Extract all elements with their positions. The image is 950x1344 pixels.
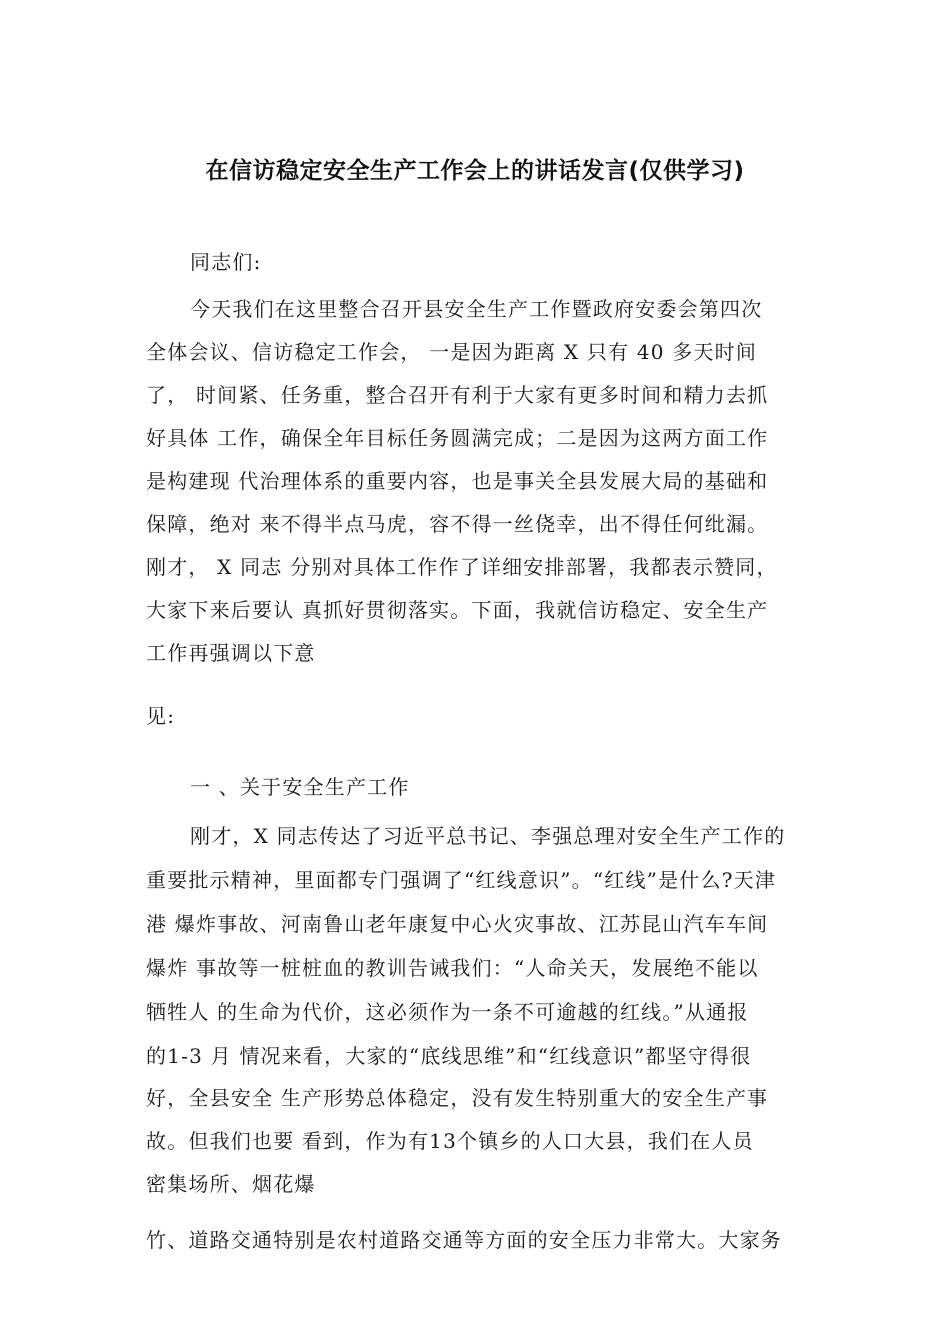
- paragraph-line: 牺牲人 的生命为代价，这必须作为一条不可逾越的红线。”从通报: [146, 1000, 749, 1024]
- paragraph-line: 了， 时间紧、任务重，整合召开有利于大家有更多时间和精力去抓: [146, 383, 769, 407]
- paragraph-line: 刚才，X 同志传达了习近平总书记、李强总理对安全生产工作的: [190, 824, 786, 848]
- paragraph-line: 保障，绝对 来不得半点马虎，容不得一丝侥幸，出不得任何纰漏。: [146, 512, 769, 536]
- paragraph-line: 今天我们在这里整合召开县安全生产工作暨政府安委会第四次: [190, 297, 763, 321]
- paragraph-line: 见:: [146, 704, 176, 728]
- paragraph-line: 密集场所、烟花爆: [146, 1172, 316, 1196]
- section-heading: 一 、关于安全生产工作: [190, 775, 410, 799]
- paragraph-line: 重要批示精神，里面都专门强调了“红线意识”。“红线”是什么?天津: [146, 868, 777, 892]
- paragraph-line: 刚才， X 同志 分别对具体工作作了详细安排部署，我都表示赞同，: [146, 555, 778, 579]
- paragraph-line: 爆炸 事故等一桩桩血的教训告诫我们：“人命关天，发展绝不能以: [146, 956, 759, 980]
- paragraph-line: 港 爆炸事故、河南鲁山老年康复中心火灾事故、江苏昆山汽车车间: [146, 912, 769, 936]
- paragraph-line: 工作再强调以下意: [146, 641, 316, 665]
- paragraph-line: 大家下来后要认 真抓好贯彻落实。下面，我就信访稳定、安全生产: [146, 598, 769, 622]
- paragraph-line: 好具体 工作，确保全年目标任务圆满完成；二是因为这两方面工作: [146, 426, 769, 450]
- paragraph-line: 好，全县安全 生产形势总体稳定，没有发生特别重大的安全生产事: [146, 1086, 769, 1110]
- paragraph-line: 是构建现 代治理体系的重要内容，也是事关全县发展大局的基础和: [146, 469, 769, 493]
- document-title: 在信访稳定安全生产工作会上的讲话发言(仅供学习): [205, 158, 745, 184]
- paragraph-line: 的1-3 月 情况来看，大家的“底线思维”和“红线意识”都坚守得很: [146, 1044, 752, 1068]
- salutation: 同志们:: [190, 250, 262, 274]
- paragraph-line: 竹、道路交通特别是农村道路交通等方面的安全压力非常大。大家务: [146, 1228, 782, 1252]
- paragraph-line: 故。但我们也要 看到，作为有13个镇乡的人口大县，我们在人员: [146, 1129, 754, 1153]
- paragraph-line: 全体会议、信访稳定工作会， 一是因为距离 X 只有 40 多天时间: [146, 340, 758, 364]
